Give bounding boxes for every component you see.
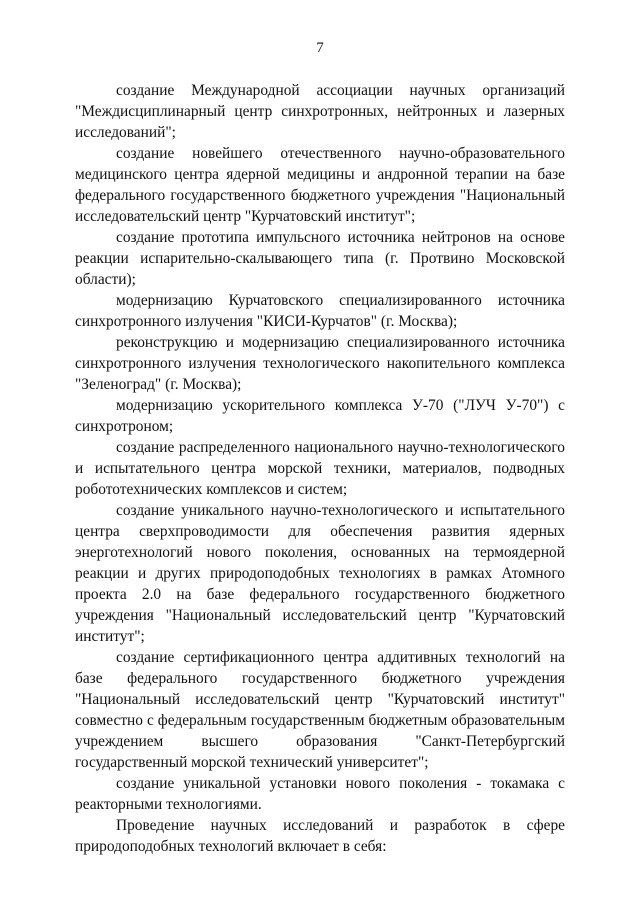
paragraph: создание Международной ассоциации научных организаций "Междисциплинарный центр синхротронных, нейтронных и лазерных исследований"; (75, 82, 565, 141)
document-body (75, 80, 565, 857)
paragraph: реконструкцию и модернизацию специализированного источника синхротронного излучения технологического накопительного комплекса "Зеленоград" (г. Москва); (75, 334, 565, 393)
paragraph: создание уникального научно-технологического и испытательного центра сверхпроводимости для обеспечения развития ядерных энерготехнологий нового поколения, основанных на термоядерной реакции и других природоподобных технологиях в рамках Атомного проекта 2.0 на базе федерального государственного бюджетного учреждения "Национальный исследовательский центр "Курчатовский институт"; (75, 502, 565, 645)
paragraph: создание уникальной установки нового поколения - токамака с реакторными технологиями. (75, 775, 565, 813)
paragraph: создание распределенного национального научно-технологического и испытательного центра морской техники, материалов, подводных робототехнических комплексов и систем; (75, 439, 565, 498)
page-number: 7 (316, 40, 324, 56)
paragraph: создание прототипа импульсного источника нейтронов на основе реакции испарительно-скалывающего типа (г. Протвино Московской области); (75, 229, 565, 288)
paragraph: модернизацию ускорительного комплекса У-70 ("ЛУЧ У-70") с синхротроном; (75, 397, 565, 435)
paragraph: модернизацию Курчатовского специализированного источника синхротронного излучения "КИСИ-Курчатов" (г. Москва); (75, 292, 565, 330)
paragraph: Проведение научных исследований и разработок в сфере природоподобных технологий включает в себя: (75, 817, 565, 855)
paragraph: создание новейшего отечественного научно-образовательного медицинского центра ядерной медицины и андронной терапии на базе федерального государственного бюджетного учреждения "Национальный исследовательский центр "Курчатовский институт"; (75, 145, 565, 225)
paragraph: создание сертификационного центра аддитивных технологий на базе федерального государственного бюджетного учреждения "Национальный исследовательский центр "Курчатовский институт" совместно с федеральным государственным бюджетным образовательным учреждением высшего образования "Санкт-Петербургский государственный морской технический университет"; (75, 649, 565, 771)
